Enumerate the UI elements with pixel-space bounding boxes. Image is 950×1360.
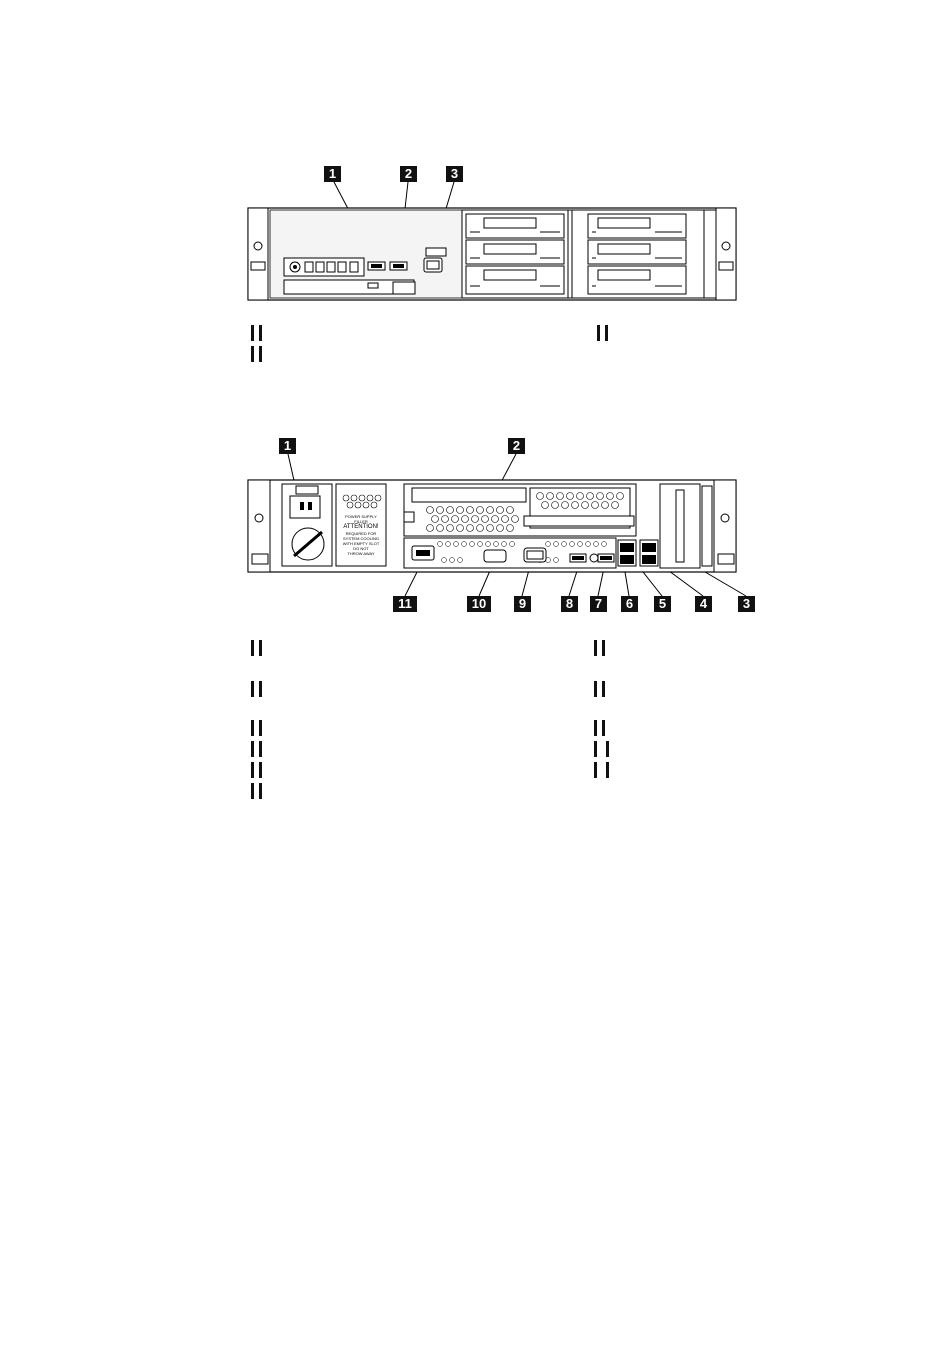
psu-filler-line: REQUIRED FOR (345, 531, 377, 536)
rear-callout-3: 3 (738, 596, 755, 612)
psu-filler-line: THROW AWAY (347, 551, 375, 556)
front-callout-2: 2 (400, 166, 417, 182)
front-callout-3: 3 (446, 166, 463, 182)
rear-callout-11: 11 (393, 596, 417, 612)
rear-callout-1: 1 (279, 438, 296, 454)
rear-legend-mark (594, 720, 610, 736)
rear-callout-9: 9 (514, 596, 531, 612)
psu-filler-label (338, 514, 384, 556)
rear-legend-mark (594, 640, 610, 656)
psu-filler-line: WITH EMPTY SLOT (342, 541, 380, 546)
psu-filler-line: ATTENTION! (343, 524, 379, 530)
rear-legend-mark (251, 640, 267, 656)
rear-legend-mark (251, 762, 267, 778)
rear-legend-mark (251, 720, 267, 736)
rear-callout-8: 8 (561, 596, 578, 612)
rear-legend-mark (594, 762, 610, 778)
rear-legend-mark (594, 681, 610, 697)
rear-legend-mark (594, 741, 610, 757)
rear-callout-10: 10 (467, 596, 491, 612)
rear-callout-7: 7 (590, 596, 607, 612)
rear-legend-mark (251, 741, 267, 757)
rear-callout-2: 2 (508, 438, 525, 454)
psu-filler-line: FILLER (354, 519, 368, 524)
front-callout-1: 1 (324, 166, 341, 182)
rear-legend-mark (251, 681, 267, 697)
rear-callout-6: 6 (621, 596, 638, 612)
psu-filler-line: POWER SUPPLY (345, 514, 377, 519)
psu-filler-line: SYSTEM COOLING (342, 536, 379, 541)
rear-callout-5: 5 (654, 596, 671, 612)
psu-filler-line: DO NOT (353, 546, 369, 551)
rear-legend-mark (251, 783, 267, 799)
rear-callout-4: 4 (695, 596, 712, 612)
